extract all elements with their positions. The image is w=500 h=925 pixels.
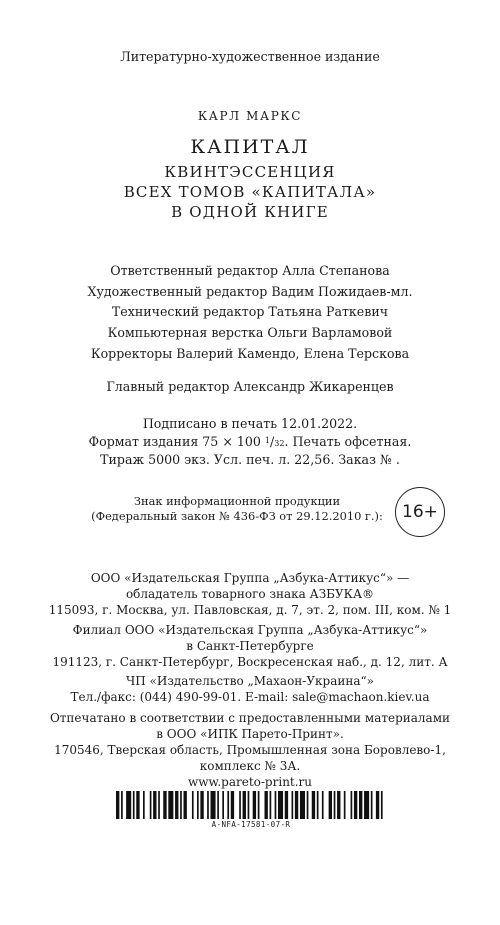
credit-line: Художественный редактор Вадим Пожидаев-мл. — [87, 284, 413, 299]
age-rating-badge: 16+ — [395, 487, 445, 537]
barcode-bar — [239, 791, 241, 819]
barcode-bar — [217, 791, 219, 819]
barcode-bar — [121, 791, 123, 819]
printer-line: комплекс № 3А. — [199, 759, 301, 773]
book-title: КАПИТАЛ — [190, 136, 310, 158]
author: КАРЛ МАРКС — [197, 109, 303, 123]
barcode-bar — [126, 791, 131, 819]
barcode-bar — [133, 791, 135, 819]
barcode-bar — [253, 791, 256, 819]
barcode-bar — [143, 791, 145, 819]
barcode-bar — [337, 791, 340, 819]
subtitle-line-3: В ОДНОЙ КНИГЕ — [171, 203, 329, 221]
barcode-bar — [381, 791, 383, 819]
barcode-bar — [116, 791, 119, 819]
printer-line: 170546, Тверская область, Промышленная зона Боровлево-1, — [54, 743, 446, 757]
barcode-bar — [334, 791, 336, 819]
credit-line: Ответственный редактор Алла Степанова — [110, 263, 390, 278]
barcode-bar — [211, 791, 216, 819]
barcode-bar — [364, 791, 369, 819]
barcode-bar — [163, 791, 166, 819]
subtitle-line-1: КВИНТЭССЕНЦИЯ — [164, 163, 336, 181]
barcode-bar — [192, 791, 194, 819]
publisher-line: обладатель товарного знака АЗБУКА® — [125, 587, 375, 601]
branch-line: Филиал ООО «Издательская Группа „Азбука-Аттикус“» — [72, 623, 428, 637]
barcode-bar — [180, 791, 182, 819]
barcode-bar — [243, 791, 246, 819]
barcode-bar — [354, 791, 357, 819]
barcode-bar — [295, 791, 298, 819]
barcode-bar — [158, 791, 160, 819]
barcode-bar — [317, 791, 319, 819]
barcode-bar — [153, 791, 156, 819]
barcode-bar — [300, 791, 305, 819]
barcode-bar — [231, 791, 234, 819]
barcode-code: A-NFA-17581-07-R — [211, 820, 291, 829]
credit-line: Технический редактор Татьяна Раткевич — [111, 304, 389, 319]
barcode-bar — [329, 791, 332, 819]
publisher-line: ООО «Издательская Группа „Азбука-Аттикус“» — — [90, 571, 410, 585]
ukraine-line: ЧП «Издательство „Махаон-Украина“» — [126, 674, 374, 688]
barcode-bar — [376, 791, 379, 819]
barcode-bar — [312, 791, 315, 819]
info-sign-line-1: Знак информационной продукции — [133, 494, 341, 508]
barcode-bar — [258, 791, 260, 819]
publisher-line: 115093, г. Москва, ул. Павловская, д. 7, эт. 2, пом. III, ком. № 1 — [48, 603, 452, 617]
print-format: Формат издания 75 × 100 $^1$/32. Печать офсетная. — [88, 434, 412, 449]
barcode-bar — [175, 791, 178, 819]
credit-line: Компьютерная верстка Ольги Варламовой — [107, 325, 393, 340]
info-sign-text — [87, 494, 387, 525]
printer-website: www.pareto-print.ru — [187, 775, 313, 789]
ukraine-line: Тел./факс: (044) 490-99-01. E-mail: sale@machaon.kiev.ua — [70, 690, 430, 704]
barcode-bar — [351, 791, 353, 819]
branch-line: 191123, г. Санкт-Петербург, Воскресенская наб., д. 12, лит. А — [52, 655, 448, 669]
printer-line: в ООО «ИПК Парето-Принт». — [156, 727, 344, 741]
barcode-bar — [248, 791, 250, 819]
print-signed: Подписано в печать 12.01.2022. — [142, 416, 358, 431]
barcode-bar — [344, 791, 346, 819]
barcode-bar — [275, 791, 277, 819]
barcode-bar — [270, 791, 272, 819]
branch-line: в Санкт-Петербурге — [186, 639, 314, 653]
barcode — [116, 791, 386, 819]
barcode-bar — [322, 791, 324, 819]
barcode-bar — [371, 791, 373, 819]
edition-type: Литературно-художественное издание — [120, 49, 380, 64]
chief-editor: Главный редактор Александр Жикаренцев — [106, 379, 394, 394]
barcode-bar — [184, 791, 187, 819]
barcode-bar — [359, 791, 362, 819]
barcode-bar — [227, 791, 229, 819]
barcode-bar — [207, 791, 209, 819]
barcode-bar — [285, 791, 288, 819]
barcode-bar — [278, 791, 283, 819]
print-circulation: Тираж 5000 экз. Усл. печ. л. 22,56. Заказ № . — [100, 452, 400, 467]
barcode-bar — [292, 791, 294, 819]
barcode-bar — [200, 791, 203, 819]
printer-line: Отпечатано в соответствии с предоставленными материалами — [49, 711, 451, 725]
barcode-bar — [222, 791, 224, 819]
barcode-bar — [168, 791, 173, 819]
info-sign-line-2: (Федеральный закон № 436-ФЗ от 29.12.2010 г.): — [91, 509, 383, 524]
barcode-bar — [150, 791, 152, 819]
credit-line: Корректоры Валерий Камендо, Елена Терскова — [90, 346, 410, 361]
barcode-bar — [265, 791, 268, 819]
barcode-bar — [307, 791, 309, 819]
barcode-bar — [136, 791, 139, 819]
barcode-bar — [197, 791, 199, 819]
subtitle-line-2: ВСЕХ ТОМОВ «КАПИТАЛА» — [123, 183, 377, 201]
